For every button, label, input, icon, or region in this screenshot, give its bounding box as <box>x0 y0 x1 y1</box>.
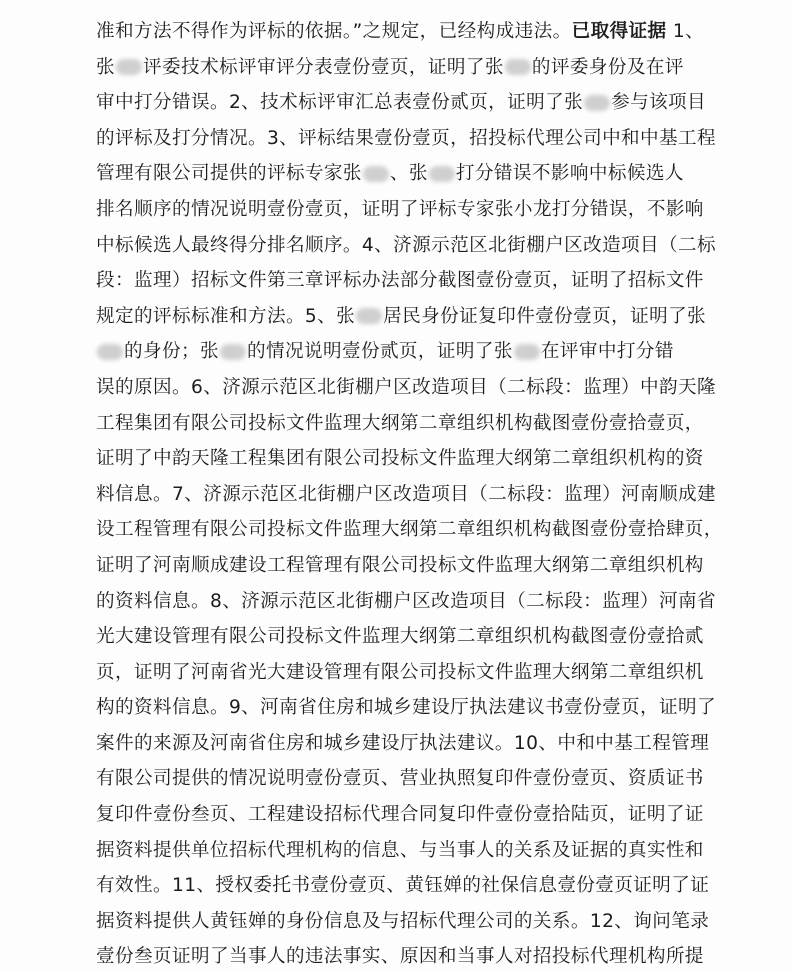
text-segment: 误的原因。6、济源示范区北街棚户区改造项目（二标段：监理）中韵天隆 <box>96 376 717 398</box>
text-segment: 1、 <box>666 21 705 42</box>
text-segment: 设工程管理有限公司投标文件监理大纲第二章组织机构截图壹份壹拾肆页， <box>96 519 723 541</box>
text-segment: 工程集团有限公司投标文件监理大纲第二章组织机构截图壹份壹拾壹页， <box>96 412 704 434</box>
text-segment: 准和方法不得作为评标的依据。”之规定，已经构成违法。 <box>96 21 572 42</box>
text-line <box>96 726 710 762</box>
text-line <box>96 406 704 442</box>
text-segment: 证明了中韵天隆工程集团有限公司投标文件监理大纲第二章组织机构的资 <box>96 448 704 470</box>
text-line <box>96 548 704 584</box>
text-segment: 段：监理）招标文件第三章评标办法部分截图壹份壹页，证明了招标文件 <box>96 270 704 292</box>
text-segment: 打分错误不影响中标候选人 <box>455 163 684 185</box>
text-line <box>96 939 704 975</box>
text-line <box>96 797 704 833</box>
text-segment: 料信息。7、济源示范区北街棚户区改造项目（二标段：监理）河南顺成建 <box>96 483 717 505</box>
text-line <box>96 370 717 406</box>
text-line <box>96 14 705 50</box>
text-segment: 证明了河南顺成建设工程管理有限公司投标文件监理大纲第二章组织机构 <box>96 554 704 576</box>
redacted-name <box>429 166 455 182</box>
text-line <box>96 619 704 655</box>
text-segment: 光大建设管理有限公司投标文件监理大纲第二章组织机构截图壹份壹拾贰 <box>96 626 704 648</box>
text-line <box>96 50 696 86</box>
text-segment: 管理有限公司提供的评标专家张 <box>96 163 362 185</box>
text-segment: 排名顺序的情况说明壹份壹页，证明了评标专家张小龙打分错误，不影响 <box>96 198 704 220</box>
redacted-name <box>514 344 540 360</box>
text-segment: 的资料信息。8、济源示范区北街棚户区改造项目（二标段：监理）河南省 <box>96 590 717 612</box>
redacted-name <box>97 344 123 360</box>
text-line <box>96 334 696 370</box>
text-line <box>96 761 704 797</box>
text-segment: 壹份叁页证明了当事人的违法事实、原因和当事人对招投标代理机构所提 <box>96 946 704 968</box>
text-line <box>96 192 704 228</box>
text-line <box>96 833 704 869</box>
text-segment: 的评委身份及在评 <box>531 56 684 78</box>
text-segment: 参与该项目 <box>611 92 707 114</box>
text-line <box>96 868 710 904</box>
text-segment: 中标候选人最终得分排名顺序。4、济源示范区北街棚户区改造项目（二标 <box>96 234 717 256</box>
text-segment: 案件的来源及河南省住房和城乡建设厅执法建议。10、中和中基工程管理 <box>96 732 710 754</box>
redacted-name <box>220 344 246 360</box>
redacted-name <box>116 59 142 75</box>
text-line <box>96 85 707 121</box>
text-segment: 评委技术标评审评分表壹份壹页，证明了张 <box>143 56 504 78</box>
text-segment: 的身份；张 <box>124 341 219 363</box>
redacted-name <box>356 308 382 324</box>
text-segment: 居民身份证复印件壹份壹页，证明了张 <box>383 305 707 327</box>
text-line <box>96 512 723 548</box>
text-segment: 在评审中打分错 <box>540 341 674 363</box>
text-segment: 已取得证据 <box>571 21 667 42</box>
text-segment: 的评标及打分情况。3、评标结果壹份壹页，招投标代理公司中和中基工程 <box>96 127 717 149</box>
text-segment: 有效性。11、授权委托书壹份壹页、黄钰婵的社保信息壹份壹页证明了证 <box>96 875 710 897</box>
text-line <box>96 904 710 940</box>
redacted-name <box>505 59 531 75</box>
text-line <box>96 690 717 726</box>
text-segment: 构的资料信息。9、河南省住房和城乡建设厅执法建议书壹份壹页，证明了 <box>96 697 717 719</box>
text-line <box>96 263 704 299</box>
text-segment: 的情况说明壹份贰页，证明了张 <box>246 341 513 363</box>
text-segment: 页，证明了河南省光大建设管理有限公司投标文件监理大纲第二章组织机 <box>96 661 704 683</box>
text-segment: 规定的评标标准和方法。5、张 <box>96 305 356 327</box>
text-segment: 张 <box>96 56 115 78</box>
text-line <box>96 228 717 264</box>
text-segment: 、张 <box>389 163 428 185</box>
text-segment: 审中打分错误。2、技术标评审汇总表壹份贰页，证明了张 <box>96 92 584 114</box>
text-segment: 复印件壹份叁页、工程建设招标代理合同复印件壹份壹拾陆页，证明了证 <box>96 804 704 826</box>
redacted-name <box>584 95 610 111</box>
text-line <box>96 477 717 513</box>
text-line <box>96 655 704 691</box>
text-segment: 据资料提供人黄钰婵的身份信息及与招标代理公司的关系。12、询问笔录 <box>96 910 710 932</box>
document-body <box>96 14 723 975</box>
text-line <box>96 441 704 477</box>
redacted-name <box>363 166 389 182</box>
text-segment: 据资料提供单位招标代理机构的信息、与当事人的关系及证据的真实性和 <box>96 839 704 861</box>
text-line <box>96 121 717 157</box>
text-line <box>96 584 717 620</box>
text-line <box>96 156 696 192</box>
text-segment: 有限公司提供的情况说明壹份壹页、营业执照复印件壹份壹页、资质证书 <box>96 768 704 790</box>
text-line <box>96 299 707 335</box>
